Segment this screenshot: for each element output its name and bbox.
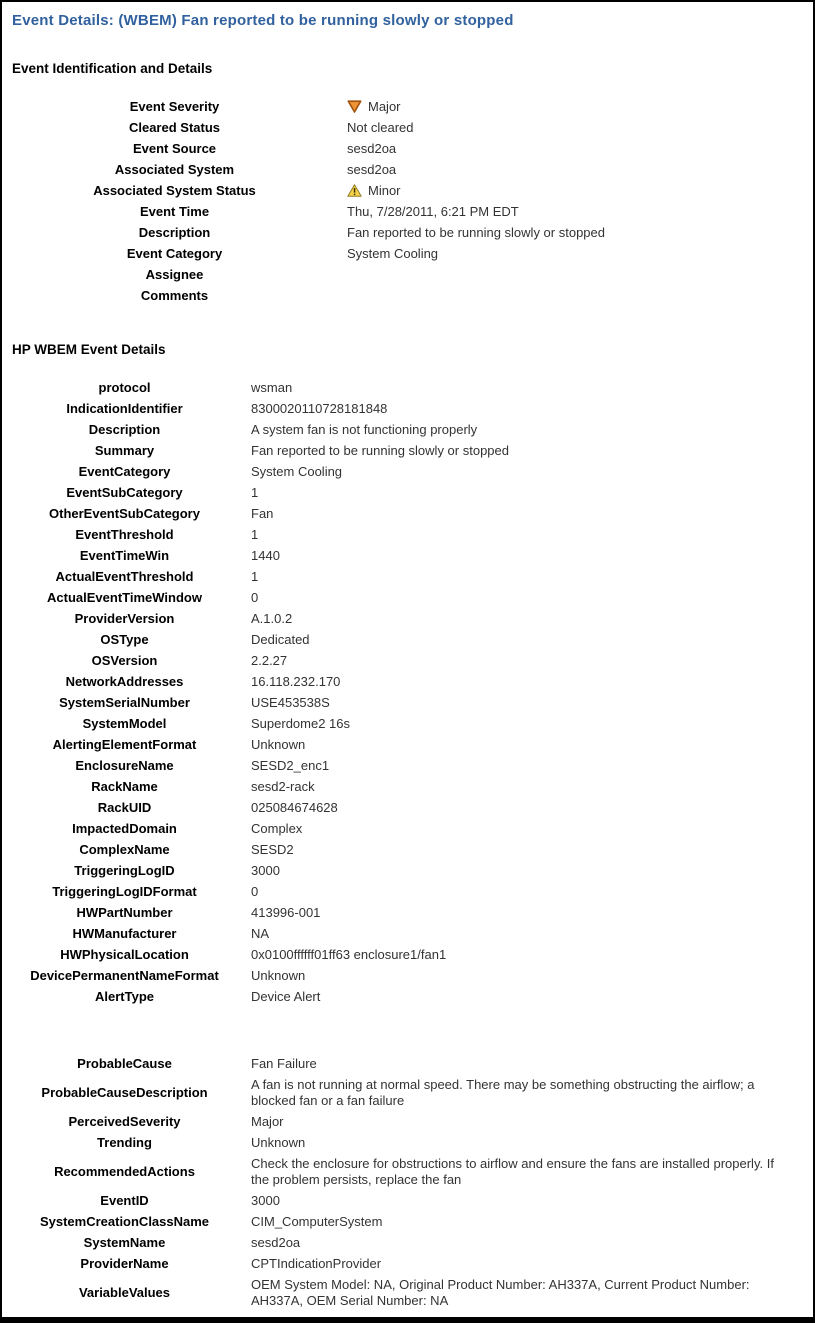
field-value [247,860,813,881]
detail-row [2,222,813,243]
field-label: protocol [98,379,151,395]
field-value [347,293,813,298]
field-value [247,671,813,692]
detail-row [2,1053,813,1074]
field-value-text: Unknown [251,967,306,983]
field-label: ImpactedDomain [72,820,177,836]
field-value-text: sesd2oa [251,1234,301,1250]
field-label: Summary [94,442,155,458]
detail-row [2,671,813,692]
field-value [347,243,813,264]
field-value-text: Check the enclosure for obstructions to airflow and ensure the fans are installed properly. If the problem persists, replace the fan [251,1155,774,1187]
field-label: IndicationIdentifier [66,400,183,416]
detail-row [2,377,813,398]
detail-row [2,839,813,860]
field-value-text: 16.118.232.170 [251,673,341,689]
field-value [247,755,813,776]
field-label: EventCategory [78,463,171,479]
field-value [347,222,813,243]
field-value-text: A system fan is not functioning properly [251,421,478,437]
field-label: Trending [97,1134,152,1150]
detail-row [2,285,813,306]
field-label: PerceivedSeverity [68,1113,181,1129]
identification-table [2,96,813,306]
detail-row [2,180,813,201]
field-label: EnclosureName [75,757,174,773]
field-label: TriggeringLogIDFormat [52,883,197,899]
field-label: TriggeringLogID [74,862,175,878]
field-label: SystemSerialNumber [59,694,190,710]
detail-row [2,1274,813,1311]
detail-row [2,776,813,797]
section-heading-identification: Event Identification and Details [12,61,213,76]
field-value-text: 0x0100ffffff01ff63 enclosure1/fan1 [251,946,447,962]
field-value [247,797,813,818]
field-value-text: 1440 [251,547,280,563]
detail-row [2,482,813,503]
page-title: Event Details: (WBEM) Fan reported to be running slowly or stopped [12,12,514,29]
wbem-details-table [2,377,813,1007]
field-value-text: System Cooling [347,245,439,261]
field-value-text: 0 [251,589,259,605]
field-value [347,117,813,138]
field-value-text: SESD2 [251,841,294,857]
field-value [247,881,813,902]
field-label: ActualEventTimeWindow [47,589,202,605]
section-spacer [2,1007,813,1053]
detail-row [2,713,813,734]
field-value [247,923,813,944]
field-value-text: System Cooling [251,463,343,479]
field-value-text: Dedicated [251,631,310,647]
field-label: DevicePermanentNameFormat [30,967,219,983]
field-label: RackName [91,778,158,794]
detail-row [2,566,813,587]
field-value [347,180,813,201]
field-label: ProbableCauseDescription [41,1084,208,1100]
field-value [247,377,813,398]
detail-row [2,818,813,839]
field-value-text: 8300020110728181848 [251,400,388,416]
field-label: OSType [100,631,149,647]
field-value-text: sesd2-rack [251,778,315,794]
field-label: ActualEventThreshold [55,568,194,584]
field-value [247,986,813,1007]
field-value-text: USE453538S [251,694,330,710]
field-value [247,734,813,755]
field-value [247,1190,813,1211]
field-value [347,96,813,117]
field-value [247,1074,813,1111]
detail-row [2,923,813,944]
detail-row [2,503,813,524]
detail-row [2,1153,813,1190]
field-label: HWManufacturer [72,925,177,941]
field-value [247,1232,813,1253]
field-value-text: sesd2oa [347,140,397,156]
field-value-text: Superdome2 16s [251,715,351,731]
field-value-text: 025084674628 [251,799,338,815]
detail-row [2,440,813,461]
field-value [247,461,813,482]
field-value-text: Major [251,1113,284,1129]
detail-row [2,944,813,965]
field-label: VariableValues [78,1284,171,1300]
field-value [247,1253,813,1274]
field-label: Cleared Status [128,119,221,135]
detail-row [2,692,813,713]
detail-row [2,986,813,1007]
field-value [347,201,813,222]
field-value-text: Not cleared [347,119,414,135]
field-value-text: wsman [251,379,293,395]
detail-row [2,1111,813,1132]
detail-row [2,243,813,264]
detail-row [2,398,813,419]
field-label: SystemName [83,1234,166,1250]
major-severity-icon [347,100,362,113]
field-value-text: A fan is not running at normal speed. There may be something obstructing the airflow; a blocked fan or a fan failure [251,1076,755,1108]
detail-row [2,461,813,482]
detail-row [2,629,813,650]
detail-row [2,201,813,222]
field-value-text: NA [251,925,270,941]
field-value [247,713,813,734]
field-label: Event Time [139,203,210,219]
field-value [247,965,813,986]
field-value [247,398,813,419]
detail-row [2,1190,813,1211]
field-value [247,629,813,650]
field-label: Associated System Status [93,182,256,198]
field-value-text: Fan reported to be running slowly or stopped [347,224,605,240]
detail-row [2,264,813,285]
field-value-text: Device Alert [251,988,321,1004]
field-value [247,839,813,860]
field-value [347,138,813,159]
field-label: Associated System [114,161,235,177]
field-label: ProviderName [80,1255,169,1271]
field-value-text: OEM System Model: NA, Original Product Number: AH337A, Current Product Number: AH337A, OEM Serial Number: NA [251,1276,750,1308]
field-value [247,1274,813,1311]
detail-row [2,1074,813,1111]
field-value-text: Unknown [251,736,306,752]
field-value-text: A.1.0.2 [251,610,293,626]
detail-row [2,587,813,608]
field-label: HWPartNumber [76,904,173,920]
detail-row [2,545,813,566]
field-value-text: 1 [251,484,259,500]
detail-row [2,965,813,986]
field-label: EventID [100,1192,149,1208]
field-value [247,440,813,461]
field-value [247,524,813,545]
detail-row [2,860,813,881]
detail-row [2,96,813,117]
field-value [247,1132,813,1153]
field-value [247,944,813,965]
field-value-text: Fan [251,505,274,521]
detail-row [2,117,813,138]
field-value [247,419,813,440]
detail-row [2,1211,813,1232]
field-value [247,482,813,503]
detail-row [2,1232,813,1253]
field-label: Event Severity [129,98,220,114]
field-label: Event Category [126,245,223,261]
field-value [247,818,813,839]
field-label: AlertType [95,988,154,1004]
field-label: RackUID [97,799,152,815]
field-label: SystemModel [82,715,167,731]
field-label: EventTimeWin [79,547,170,563]
detail-row [2,1253,813,1274]
detail-row [2,755,813,776]
field-value [247,1053,813,1074]
detail-row [2,138,813,159]
field-value-text: 0 [251,883,259,899]
detail-row [2,419,813,440]
field-label: ComplexName [79,841,170,857]
field-label: EventThreshold [75,526,174,542]
field-value-text: 2.2.27 [251,652,288,668]
detail-row [2,902,813,923]
field-label: RecommendedActions [54,1163,195,1179]
field-value [247,650,813,671]
field-value [247,1153,813,1190]
field-value-text: 1 [251,526,259,542]
field-value-text: 3000 [251,1192,280,1208]
field-value-text: Minor [368,182,401,198]
detail-row [2,159,813,180]
field-value [247,1111,813,1132]
detail-row [2,608,813,629]
field-value-text: SESD2_enc1 [251,757,330,773]
field-label: ProviderVersion [74,610,175,626]
detail-row [2,734,813,755]
field-value [247,902,813,923]
field-label: NetworkAddresses [65,673,184,689]
field-value [347,159,813,180]
field-label: OSVersion [91,652,158,668]
field-value [347,272,813,277]
detail-row [2,650,813,671]
field-value-text: Fan Failure [251,1055,317,1071]
field-value [247,566,813,587]
field-label: Assignee [145,266,204,282]
field-value-text: 413996-001 [251,904,321,920]
field-value-text: CPTIndicationProvider [251,1255,382,1271]
field-value-text: Thu, 7/28/2011, 6:21 PM EDT [347,203,519,219]
field-value-text: Unknown [251,1134,306,1150]
field-label: HWPhysicalLocation [60,946,189,962]
minor-status-icon [347,184,362,197]
field-label: AlertingElementFormat [52,736,197,752]
field-value-text: Major [368,98,401,114]
field-value-text: CIM_ComputerSystem [251,1213,383,1229]
field-value-text: 1 [251,568,259,584]
field-label: Description [88,421,161,437]
field-value-text: Fan reported to be running slowly or stopped [251,442,509,458]
field-value-text: sesd2oa [347,161,397,177]
field-value [247,692,813,713]
field-label: SystemCreationClassName [39,1213,210,1229]
field-value [247,1211,813,1232]
field-label: Description [138,224,211,240]
detail-row [2,1132,813,1153]
field-label: OtherEventSubCategory [49,505,200,521]
field-value [247,776,813,797]
field-label: Event Source [132,140,217,156]
section-heading-wbem: HP WBEM Event Details [12,342,166,357]
detail-row [2,797,813,818]
field-value [247,587,813,608]
field-value [247,503,813,524]
detail-row [2,881,813,902]
field-label: ProbableCause [77,1055,172,1071]
wbem-cause-table [2,1053,813,1311]
detail-row [2,524,813,545]
field-value-text: 3000 [251,862,280,878]
field-value [247,545,813,566]
field-label: Comments [140,287,209,303]
field-label: EventSubCategory [66,484,183,500]
field-value [247,608,813,629]
field-value-text: Complex [251,820,303,836]
